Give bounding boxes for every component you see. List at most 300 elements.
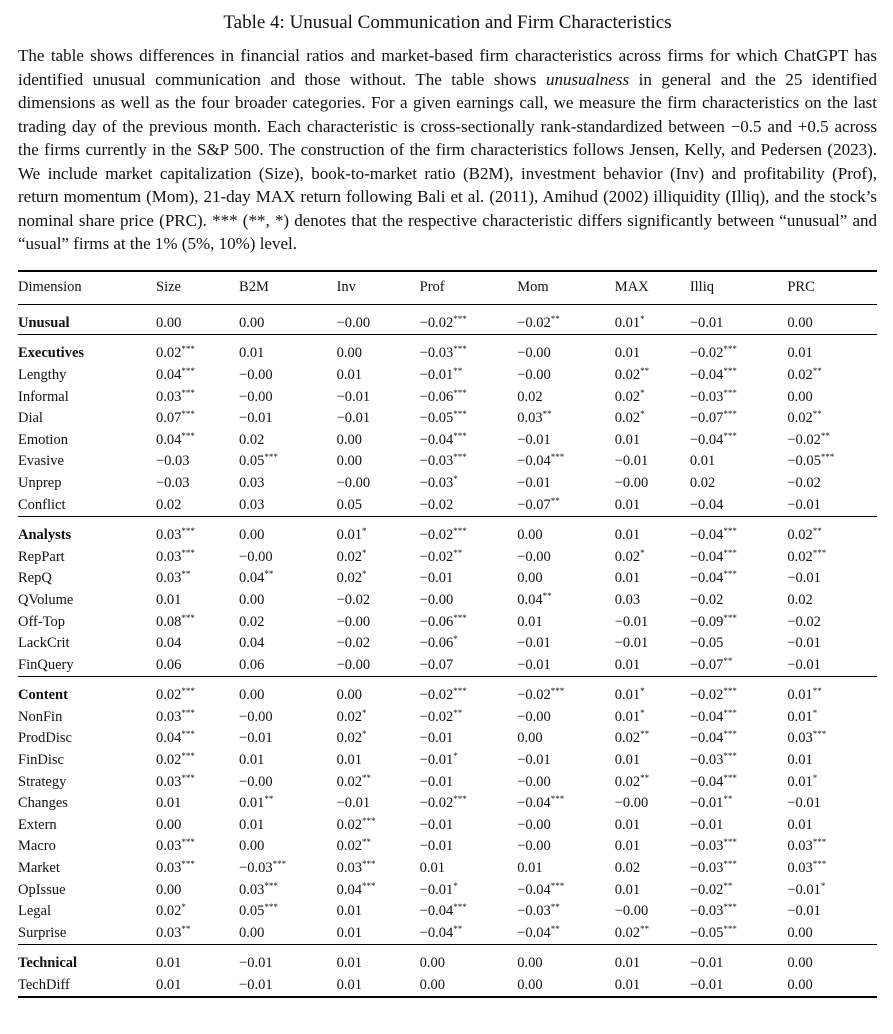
cell-value: −0.02	[419, 548, 454, 565]
cell-value: 0.02	[614, 410, 641, 427]
cell-value: 0.02	[336, 708, 362, 725]
significance-stars: *	[453, 473, 458, 484]
cell-value: −0.02	[336, 591, 371, 608]
cell-value: 0.01	[156, 955, 182, 972]
significance-stars: ***	[181, 547, 195, 558]
significance-stars: ***	[453, 387, 467, 398]
cell-value: −0.01	[239, 955, 273, 972]
table-cell	[607, 815, 682, 837]
cell-value: 0.00	[517, 570, 543, 587]
significance-stars: ***	[181, 409, 195, 420]
cell-value: −0.00	[517, 816, 551, 833]
table-cell	[231, 707, 329, 729]
significance-stars: ***	[181, 859, 195, 870]
table-cell	[412, 408, 510, 430]
table-cell	[329, 568, 412, 590]
cell-value: −0.04	[419, 431, 454, 448]
cell-value: 0.01	[614, 708, 641, 725]
significance-stars: ***	[723, 387, 737, 398]
cell-value: −0.04	[689, 548, 724, 565]
row-label: RepQ	[18, 570, 52, 587]
table-cell	[779, 335, 877, 365]
cell-value: 0.01	[156, 795, 182, 812]
table-cell	[231, 590, 329, 612]
row-label: Unusual	[18, 314, 70, 331]
table-cell	[412, 707, 510, 729]
table-cell	[607, 365, 682, 387]
cell-value: −0.01	[419, 752, 454, 769]
caption-italic: unusualness	[545, 69, 630, 89]
table-row	[18, 975, 877, 998]
cell-value: −0.02	[689, 687, 724, 704]
table-cell	[682, 923, 780, 945]
significance-stars: **	[542, 590, 552, 601]
cell-value: 0.06	[156, 656, 182, 673]
table-cell	[509, 633, 607, 655]
cell-value: 0.02	[517, 388, 543, 405]
table-cell	[779, 750, 877, 772]
row-label: Emotion	[18, 431, 68, 448]
cell-value: −0.01	[787, 656, 821, 673]
cell-value: 0.03	[239, 474, 265, 491]
cell-value: −0.01	[787, 881, 821, 898]
table-cell	[329, 793, 412, 815]
table-cell	[231, 771, 329, 793]
significance-stars: ***	[723, 430, 737, 441]
table-cell	[682, 429, 780, 451]
table-cell	[412, 611, 510, 633]
cell-value: −0.04	[689, 366, 724, 383]
cell-value: 0.00	[336, 687, 362, 704]
table-cell	[231, 611, 329, 633]
table-cell	[412, 304, 510, 335]
cell-value: 0.01	[614, 431, 641, 448]
table-row	[18, 516, 877, 546]
cell-value: 0.01	[614, 955, 641, 972]
table-cell	[148, 728, 231, 750]
table-cell	[329, 879, 412, 901]
table-cell	[779, 677, 877, 707]
table-cell	[779, 901, 877, 923]
cell-value: 0.00	[156, 816, 182, 833]
cell-value: −0.03	[239, 860, 273, 877]
table-cell	[779, 707, 877, 729]
table-row	[18, 728, 877, 750]
cell-value: 0.00	[419, 955, 446, 972]
table-cell	[509, 590, 607, 612]
table-cell	[412, 365, 510, 387]
significance-stars: ***	[181, 772, 195, 783]
row-label: FinQuery	[18, 656, 74, 673]
table-cell	[779, 365, 877, 387]
cell-value: 0.03	[156, 570, 182, 587]
table-cell	[329, 516, 412, 546]
header-illiq: Illiq	[689, 279, 714, 295]
table-cell	[607, 771, 682, 793]
table-cell	[231, 879, 329, 901]
table-cell	[231, 815, 329, 837]
cell-value: −0.05	[689, 635, 724, 652]
cell-value: −0.00	[239, 388, 273, 405]
cell-value: 0.02	[614, 548, 641, 565]
row-label: Extern	[18, 816, 57, 833]
cell-value: −0.01	[614, 613, 649, 630]
header-prof: Prof	[419, 279, 445, 295]
cell-value: 0.00	[787, 955, 813, 972]
cell-value: −0.06	[419, 613, 454, 630]
table-cell	[779, 923, 877, 945]
significance-stars: **	[550, 923, 560, 934]
cell-value: 0.01	[239, 816, 265, 833]
cell-value: −0.04	[419, 924, 454, 941]
table-cell	[329, 633, 412, 655]
cell-value: −0.07	[517, 496, 551, 513]
cell-value: 0.04	[336, 881, 362, 898]
table-cell	[231, 516, 329, 546]
cell-value: 0.00	[156, 314, 182, 331]
cell-value: 0.01	[336, 366, 362, 383]
header-inv: Inv	[336, 279, 356, 295]
cell-value: 0.04	[156, 366, 182, 383]
cell-value: 0.00	[239, 314, 265, 331]
table-cell	[682, 304, 780, 335]
significance-stars: ***	[361, 859, 376, 870]
row-label: Market	[18, 860, 60, 877]
significance-stars: ***	[723, 612, 737, 623]
significance-stars: *	[453, 634, 458, 645]
row-label: Content	[18, 687, 68, 704]
cell-value: 0.03	[336, 860, 362, 877]
cell-value: −0.04	[517, 881, 551, 898]
cell-value: −0.07	[689, 410, 724, 427]
cell-value: 0.00	[239, 924, 265, 941]
table-cell	[148, 858, 231, 880]
row-label: OpIssue	[18, 881, 66, 898]
significance-stars: ***	[723, 772, 737, 783]
table-cell	[412, 728, 510, 750]
header-b2m: B2M	[239, 279, 269, 295]
table-cell	[779, 836, 877, 858]
cell-value: 0.08	[156, 613, 182, 630]
significance-stars: **	[361, 837, 371, 848]
table-cell	[412, 473, 510, 495]
table-cell	[509, 879, 607, 901]
table-cell	[231, 429, 329, 451]
significance-stars: **	[640, 772, 650, 783]
table-cell	[607, 516, 682, 546]
table-cell	[607, 654, 682, 676]
table-cell	[607, 590, 682, 612]
significance-stars: **	[723, 880, 733, 891]
table-cell	[509, 975, 607, 998]
table-cell	[607, 975, 682, 998]
significance-stars: **	[550, 313, 560, 324]
significance-stars: ***	[723, 409, 737, 420]
significance-stars: ***	[812, 729, 827, 740]
table-cell	[607, 335, 682, 365]
cell-value: −0.02	[517, 314, 551, 331]
significance-stars: *	[812, 772, 818, 783]
table-cell	[148, 568, 231, 590]
cell-value: 0.01	[614, 314, 641, 331]
table-cell	[682, 815, 780, 837]
significance-stars: ***	[181, 365, 195, 376]
significance-stars: ***	[550, 686, 565, 697]
cell-value: −0.01	[336, 795, 371, 812]
caption-text-1: The table shows differences in financial ratios and market-based firm characteristics across firms for which ChatGPT has identified unusual communication and those without. The table shows	[18, 46, 877, 89]
cell-value: 0.01	[517, 613, 543, 630]
table-cell	[148, 677, 231, 707]
cell-value: 0.03	[787, 730, 813, 747]
table-cell	[329, 771, 412, 793]
cell-value: −0.01	[614, 453, 649, 470]
significance-stars: *	[361, 526, 367, 537]
cell-value: −0.03	[419, 345, 454, 362]
table-cell	[231, 473, 329, 495]
significance-stars: **	[453, 365, 463, 376]
cell-value: −0.03	[689, 838, 724, 855]
table-cell	[412, 335, 510, 365]
cell-value: −0.04	[419, 903, 454, 920]
cell-value: 0.00	[239, 838, 265, 855]
cell-value: −0.01	[787, 570, 821, 587]
cell-value: 0.03	[156, 924, 182, 941]
table-cell	[682, 975, 780, 998]
cell-value: 0.01	[787, 816, 813, 833]
cell-value: 0.00	[787, 314, 813, 331]
cell-value: 0.01	[239, 795, 265, 812]
table-cell	[779, 590, 877, 612]
cell-value: −0.04	[689, 496, 724, 513]
table-cell	[779, 546, 877, 568]
significance-stars: ***	[723, 547, 737, 558]
cell-value: 0.01	[787, 752, 813, 769]
significance-stars: *	[361, 707, 367, 718]
significance-stars: **	[723, 794, 733, 805]
cell-value: −0.00	[517, 708, 551, 725]
table-cell	[231, 654, 329, 676]
table-cell	[148, 901, 231, 923]
table-cell	[779, 473, 877, 495]
row-label: Surprise	[18, 924, 67, 941]
cell-value: 0.03	[156, 708, 182, 725]
table-cell	[329, 677, 412, 707]
table-cell	[231, 335, 329, 365]
cell-value: −0.01	[419, 816, 454, 833]
table-cell	[412, 568, 510, 590]
significance-stars: ***	[453, 612, 467, 623]
table-cell	[231, 975, 329, 998]
significance-stars: ***	[723, 707, 737, 718]
significance-stars: ***	[181, 751, 195, 762]
table-cell	[412, 516, 510, 546]
significance-stars: *	[181, 902, 186, 913]
table-cell	[231, 728, 329, 750]
table-cell	[148, 494, 231, 516]
table-cell	[607, 879, 682, 901]
table-cell	[779, 975, 877, 998]
table-cell	[329, 654, 412, 676]
cell-value: −0.01	[419, 881, 454, 898]
cell-value: 0.04	[239, 570, 265, 587]
header-mom: Mom	[517, 279, 549, 295]
table-cell	[231, 793, 329, 815]
table-cell	[682, 750, 780, 772]
table-cell	[148, 975, 231, 998]
table-cell	[412, 923, 510, 945]
results-table	[18, 270, 877, 999]
significance-stars: ***	[181, 729, 195, 740]
significance-stars: *	[361, 547, 367, 558]
table-cell	[607, 546, 682, 568]
cell-value: −0.01	[336, 410, 371, 427]
table-cell	[509, 945, 607, 975]
cell-value: −0.02	[419, 496, 454, 513]
cell-value: 0.01	[336, 924, 362, 941]
table-cell	[329, 707, 412, 729]
cell-value: −0.02	[787, 431, 821, 448]
cell-value: 0.04	[517, 591, 543, 608]
cell-value: −0.01	[419, 570, 454, 587]
header-size: Size	[156, 279, 181, 295]
table-cell	[682, 335, 780, 365]
cell-value: 0.02	[614, 924, 641, 941]
table-cell	[329, 728, 412, 750]
cell-value: −0.04	[517, 453, 551, 470]
cell-value: −0.01	[689, 314, 724, 331]
cell-value: 0.05	[336, 496, 362, 513]
significance-stars: *	[640, 387, 645, 398]
cell-value: −0.03	[689, 388, 724, 405]
cell-value: 0.01	[517, 860, 543, 877]
significance-stars: ***	[723, 902, 737, 913]
table-cell	[412, 858, 510, 880]
cell-value: 0.00	[517, 730, 543, 747]
cell-value: 0.03	[239, 496, 265, 513]
cell-value: −0.00	[517, 548, 551, 565]
table-row	[18, 815, 877, 837]
cell-value: −0.00	[239, 366, 273, 383]
cell-value: 0.01	[614, 496, 641, 513]
cell-value: −0.00	[239, 773, 273, 790]
significance-stars: *	[812, 707, 818, 718]
header-max: MAX	[614, 279, 649, 295]
cell-value: 0.01	[614, 752, 641, 769]
table-cell	[412, 654, 510, 676]
cell-value: 0.02	[239, 431, 265, 448]
significance-stars: *	[453, 751, 458, 762]
table-cell	[148, 707, 231, 729]
row-label: Technical	[18, 955, 78, 972]
cell-value: 0.00	[787, 924, 813, 941]
table-header	[18, 271, 877, 305]
cell-value: −0.02	[689, 881, 724, 898]
cell-value: −0.00	[419, 591, 454, 608]
cell-value: −0.01	[517, 431, 551, 448]
row-label: Evasive	[18, 453, 64, 470]
table-cell	[779, 728, 877, 750]
cell-value: −0.01	[787, 635, 821, 652]
table-cell	[148, 836, 231, 858]
table-cell	[607, 707, 682, 729]
table-cell	[779, 386, 877, 408]
table-cell	[509, 836, 607, 858]
table-cell	[682, 901, 780, 923]
cell-value: −0.05	[689, 924, 724, 941]
table-cell	[509, 923, 607, 945]
cell-value: −0.04	[689, 730, 724, 747]
table-cell	[329, 590, 412, 612]
significance-stars: ***	[723, 923, 737, 934]
cell-value: −0.01	[517, 635, 551, 652]
table-cell	[329, 335, 412, 365]
significance-stars: **	[264, 569, 274, 580]
table-cell	[607, 473, 682, 495]
cell-value: 0.02	[787, 527, 813, 544]
table-cell	[682, 728, 780, 750]
cell-value: −0.01	[689, 795, 724, 812]
significance-stars: ***	[453, 686, 467, 697]
cell-value: −0.02	[419, 314, 454, 331]
cell-value: −0.01	[419, 730, 454, 747]
cell-value: 0.02	[156, 687, 182, 704]
cell-value: −0.01	[419, 773, 454, 790]
table-row	[18, 546, 877, 568]
table-cell	[148, 335, 231, 365]
table-cell	[148, 590, 231, 612]
cell-value: −0.00	[517, 366, 551, 383]
significance-stars: ***	[181, 612, 195, 623]
table-cell	[231, 858, 329, 880]
cell-value: 0.01	[787, 687, 813, 704]
table-row	[18, 633, 877, 655]
table-cell	[509, 901, 607, 923]
cell-value: 0.07	[156, 410, 182, 427]
cell-value: 0.02	[787, 548, 813, 565]
table-cell	[682, 516, 780, 546]
row-label: NonFin	[18, 708, 63, 725]
cell-value: 0.03	[156, 773, 182, 790]
table-cell	[607, 451, 682, 473]
cell-value: −0.01	[517, 656, 551, 673]
significance-stars: ***	[723, 344, 737, 355]
cell-value: 0.01	[614, 977, 641, 994]
cell-value: −0.00	[336, 656, 371, 673]
table-cell	[779, 654, 877, 676]
cell-value: 0.04	[156, 635, 182, 652]
row-label: Executives	[18, 345, 85, 362]
table-cell	[509, 429, 607, 451]
row-label: RepPart	[18, 548, 65, 565]
significance-stars: **	[550, 902, 560, 913]
cell-value: 0.00	[517, 527, 543, 544]
cell-value: −0.03	[156, 453, 190, 470]
cell-value: −0.06	[419, 388, 454, 405]
significance-stars: *	[640, 707, 645, 718]
row-label: Lengthy	[18, 366, 67, 383]
table-cell	[509, 335, 607, 365]
row-label: Macro	[18, 838, 56, 855]
cell-value: −0.01	[419, 366, 454, 383]
table-cell	[329, 611, 412, 633]
table-cell	[148, 408, 231, 430]
cell-value: −0.04	[689, 431, 724, 448]
table-cell	[231, 494, 329, 516]
cell-value: −0.05	[787, 453, 821, 470]
table-cell	[412, 793, 510, 815]
table-cell	[329, 975, 412, 998]
cell-value: 0.01	[239, 345, 265, 362]
